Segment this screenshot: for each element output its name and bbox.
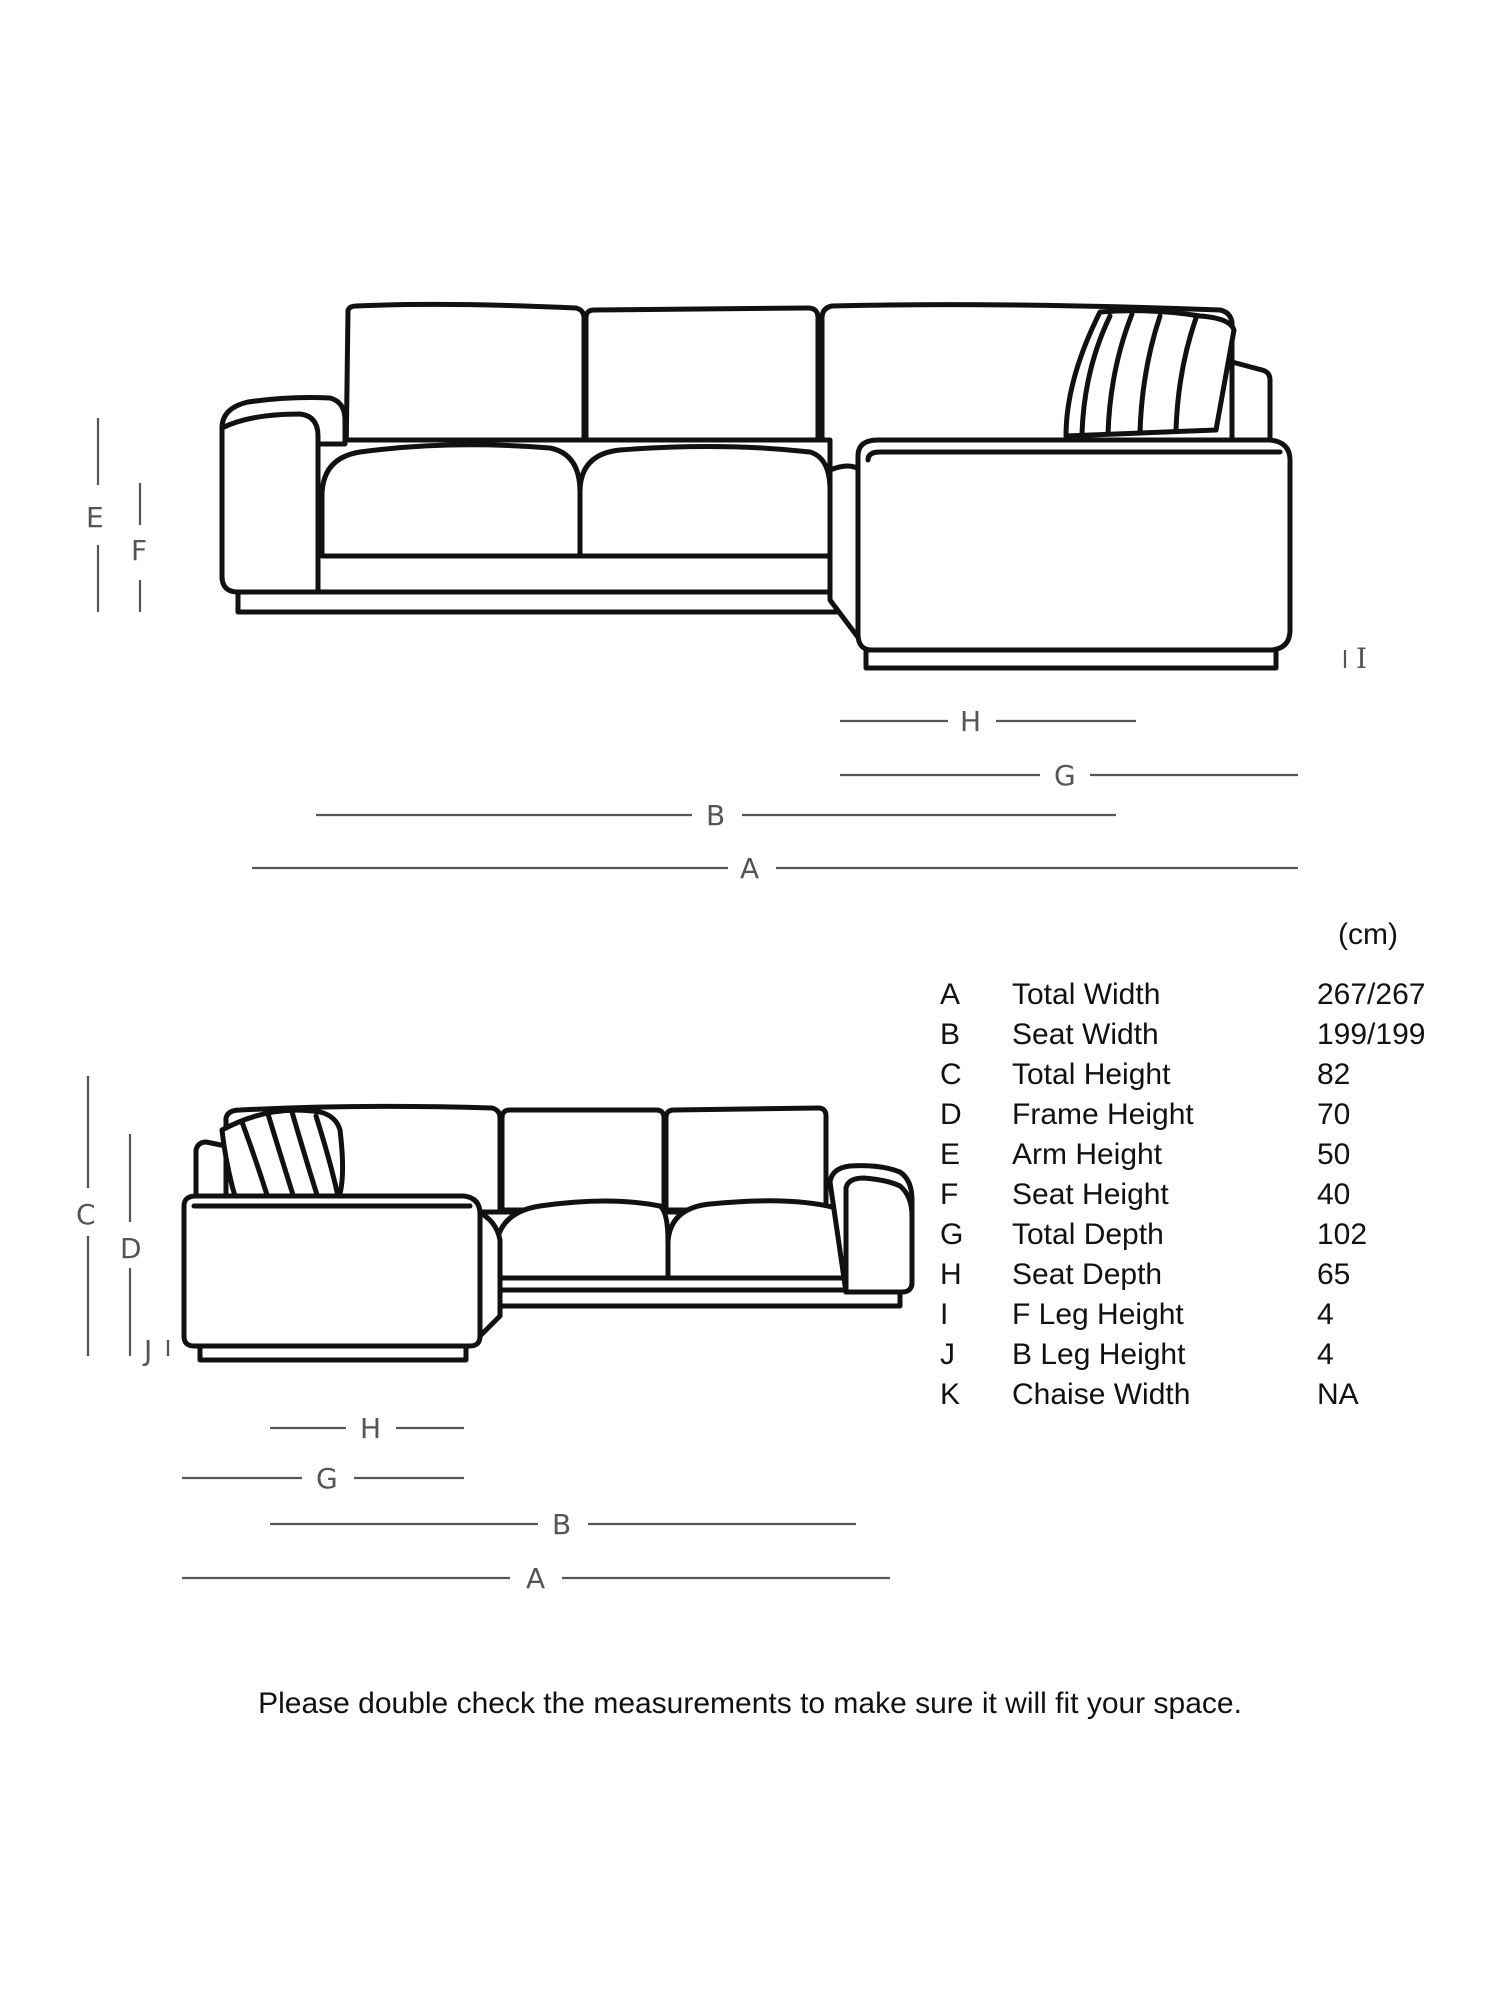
spec-name: Arm Height bbox=[1012, 1138, 1163, 1171]
dim-a-label: A bbox=[740, 852, 760, 885]
sofa-bottom-corner-front bbox=[184, 1196, 480, 1346]
spec-row-e bbox=[940, 1135, 1460, 1175]
sofa-bottom-back-cushion-3 bbox=[666, 1108, 826, 1210]
spec-row-i bbox=[940, 1295, 1460, 1335]
spec-code: G bbox=[940, 1218, 964, 1251]
dim-h2-label: H bbox=[360, 1412, 382, 1445]
spec-name: Total Depth bbox=[1012, 1218, 1164, 1251]
sofa-top-seat-cushion-2 bbox=[580, 446, 830, 556]
spec-code: I bbox=[940, 1298, 949, 1331]
spec-value: 82 bbox=[1317, 1058, 1351, 1091]
spec-value: NA bbox=[1317, 1378, 1359, 1411]
spec-code: E bbox=[940, 1138, 961, 1171]
dim-c-label: C bbox=[76, 1198, 96, 1231]
dim-e-label: E bbox=[86, 501, 104, 534]
spec-value: 50 bbox=[1317, 1138, 1351, 1171]
dim-b2-label: B bbox=[552, 1508, 572, 1541]
spec-value: 65 bbox=[1317, 1258, 1351, 1291]
sofa-left-corner-illustration bbox=[184, 1106, 912, 1360]
spec-value: 40 bbox=[1317, 1178, 1351, 1211]
spec-row-f bbox=[940, 1175, 1460, 1215]
dim-a2-label: A bbox=[526, 1562, 546, 1595]
spec-code: B bbox=[940, 1018, 961, 1051]
spec-row-b bbox=[940, 1015, 1460, 1055]
dim-g2-label: G bbox=[316, 1462, 338, 1495]
sofa-top-corner-front bbox=[858, 440, 1290, 650]
sofa-bottom-plinth bbox=[478, 1290, 900, 1306]
spec-code: D bbox=[940, 1098, 962, 1131]
spec-row-k bbox=[940, 1375, 1460, 1415]
dim-b-label: B bbox=[706, 799, 726, 832]
spec-row-g bbox=[940, 1215, 1460, 1255]
sofa-top-base bbox=[238, 592, 838, 612]
sofa-top-corner-wing bbox=[1232, 362, 1270, 440]
spec-row-c bbox=[940, 1055, 1460, 1095]
spec-code: H bbox=[940, 1258, 962, 1291]
measurements-table bbox=[940, 975, 1460, 1415]
sofa-bottom-back-cushion-2 bbox=[502, 1110, 664, 1210]
spec-name: Chaise Width bbox=[1012, 1378, 1191, 1411]
sofa-top-left-arm-top bbox=[222, 414, 318, 592]
sofa-bottom-right-arm-front bbox=[846, 1178, 912, 1292]
spec-name: Seat Width bbox=[1012, 1018, 1159, 1051]
dim-i-label: I bbox=[1356, 642, 1368, 675]
spec-name: Total Width bbox=[1012, 978, 1161, 1011]
spec-row-a bbox=[940, 975, 1460, 1015]
spec-row-h bbox=[940, 1255, 1460, 1295]
spec-value: 4 bbox=[1317, 1298, 1334, 1331]
spec-row-d bbox=[940, 1095, 1460, 1135]
spec-name: Seat Depth bbox=[1012, 1258, 1163, 1291]
spec-value: 267/267 bbox=[1317, 978, 1426, 1011]
sofa-top-corner-plinth bbox=[866, 650, 1276, 668]
dim-g-label: G bbox=[1054, 759, 1076, 792]
sofa-top-seat-cushion-1 bbox=[322, 445, 580, 556]
spec-code: F bbox=[940, 1178, 959, 1211]
dim-h-label: H bbox=[960, 705, 982, 738]
unit-label: (cm) bbox=[1338, 918, 1398, 951]
spec-name: Frame Height bbox=[1012, 1098, 1194, 1131]
spec-code: J bbox=[940, 1338, 955, 1371]
spec-row-j bbox=[940, 1335, 1460, 1375]
spec-value: 199/199 bbox=[1317, 1018, 1426, 1051]
dim-d-label: D bbox=[120, 1232, 142, 1265]
sofa-bottom-seat-cushion-2 bbox=[668, 1201, 846, 1278]
sofa-bottom-corner-plinth bbox=[200, 1346, 466, 1360]
spec-code: K bbox=[940, 1378, 961, 1411]
sofa-bottom-seat-cushion-1 bbox=[496, 1201, 668, 1278]
spec-name: F Leg Height bbox=[1012, 1298, 1184, 1331]
spec-value: 4 bbox=[1317, 1338, 1334, 1371]
dim-j-label: J bbox=[144, 1334, 153, 1367]
spec-name: Total Height bbox=[1012, 1058, 1171, 1091]
dim-f-label: F bbox=[131, 534, 148, 567]
footer-note: Please double check the measurements to make sure it will fit your space. bbox=[258, 1687, 1242, 1720]
spec-value: 70 bbox=[1317, 1098, 1351, 1131]
sofa-right-corner-illustration bbox=[222, 304, 1290, 668]
spec-code: C bbox=[940, 1058, 962, 1091]
spec-value: 102 bbox=[1317, 1218, 1368, 1251]
spec-name: B Leg Height bbox=[1012, 1338, 1186, 1371]
spec-name: Seat Height bbox=[1012, 1178, 1169, 1211]
spec-code: A bbox=[940, 978, 961, 1011]
